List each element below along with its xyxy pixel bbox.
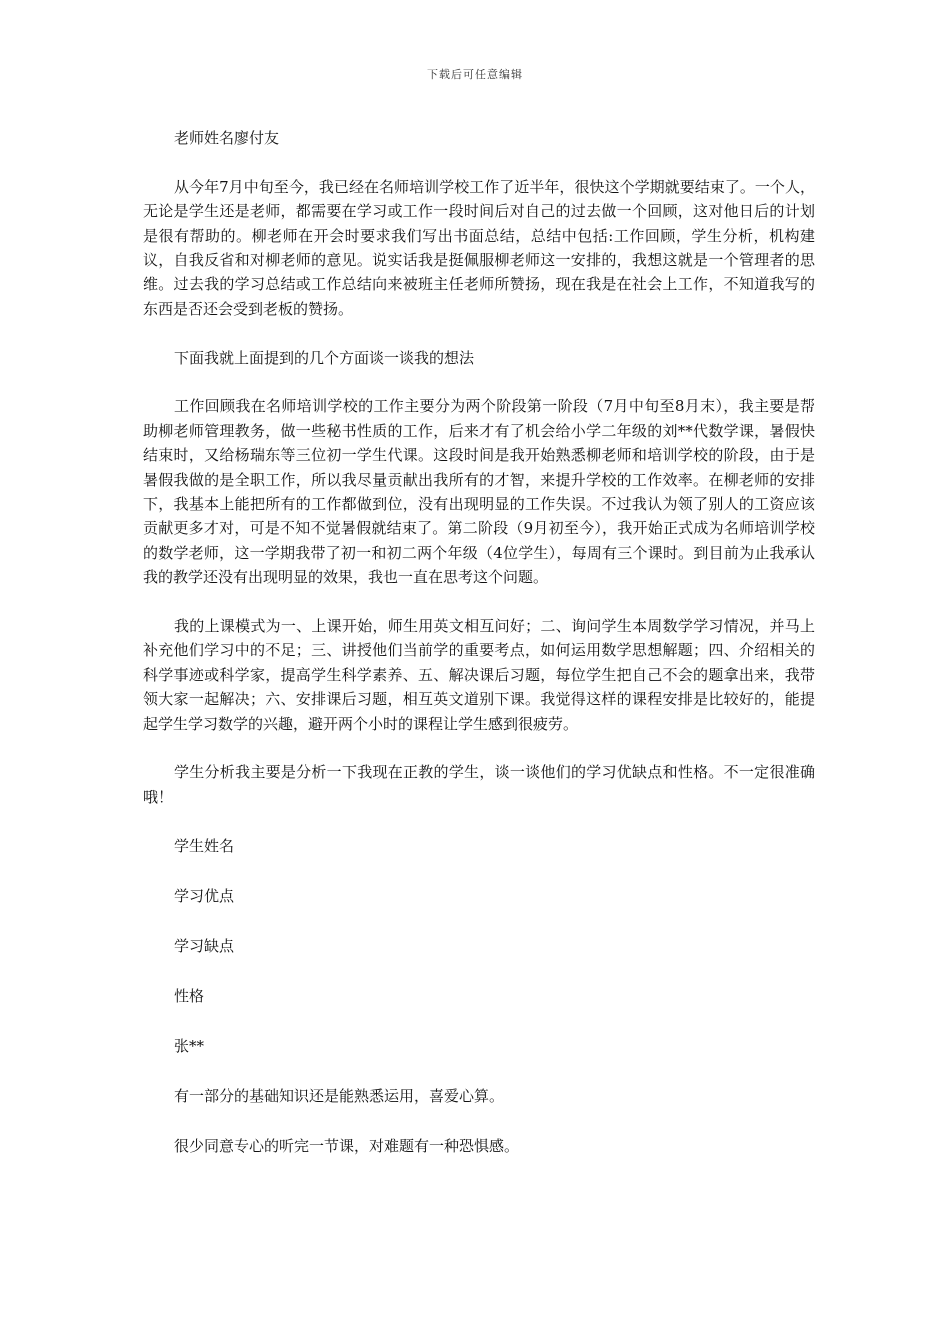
student-weakness-text: 很少同意专心的听完一节课，对难题有一种恐惧感。 [174,1136,520,1155]
label-weaknesses: 学习缺点 [174,936,235,955]
topics-intro-line: 下面我就上面提到的几个方面谈一谈我的想法 [174,348,475,367]
document-body [143,126,815,1158]
student-name-zhang: 张** [174,1036,205,1055]
student-analysis-paragraph: 学生分析我主要是分析一下我现在正教的学生，谈一谈他们的学习优缺点和性格。不一定很准确哦！ [143,763,815,806]
teacher-name-line: 老师姓名廖付友 [174,129,280,147]
work-review-paragraph: 工作回顾我在名师培训学校的工作主要分为两个阶段第一阶段（7月中旬至8月末），我主要是帮助柳老师管理教务，做一些秘书性质的工作，后来才有了机会给小学二年级的刘**代数学课，暑假快结束时，又给杨瑞东等三位初一学生代课。这段时间是我开始熟悉柳老师和培训学校的阶段，由于是暑假我做的是全职工作，所以我尽量贡献出我所有的才智，来提升学校的工作效率。在柳老师的安排下，我基本上能把所有的工作都做到位，没有出现明显的工作失误。不过我认为领了别人的工资应该贡献更多才对，可是不知不觉暑假就结束了。第二阶段（9月初至今），我开始正式成为名师培训学校的数学老师，这一学期我带了初一和初二两个年级（4位学生），每周有三个课时。到目前为止我承认我的教学还没有出现明显的效果，我也一直在思考这个问题。 [143,397,815,587]
student-strength-text: 有一部分的基础知识还是能熟悉运用，喜爱心算。 [174,1086,505,1105]
label-student-name: 学生姓名 [174,836,235,855]
intro-paragraph: 从今年7月中旬至今，我已经在名师培训学校工作了近半年，很快这个学期就要结束了。一个人，无论是学生还是老师，都需要在学习或工作一段时间后对自己的过去做一个回顾，这对他日后的计划是很有帮助的。柳老师在开会时要求我们写出书面总结，总结中包括:工作回顾，学生分析，机构建议，自我反省和对柳老师的意见。说实话我是挺佩服柳老师这一安排的，我想这就是一个管理者的思维。过去我的学习总结或工作总结向来被班主任老师所赞扬，现在我是在社会上工作，不知道我写的东西是否还会受到老板的赞扬。 [143,177,815,318]
class-mode-paragraph: 我的上课模式为一、上课开始，师生用英文相互问好；二、询问学生本周数学学习情况，并马上补充他们学习中的不足；三、讲授他们当前学的重要考点，如何运用数学思想解题；四、介绍相关的科学事迹或科学家，提高学生科学素养、五、解决课后习题，每位学生把自己不会的题拿出来，我带领大家一起解决；六、安排课后习题，相互英文道别下课。我觉得这样的课程安排是比较好的，能提起学生学习数学的兴趣，避开两个小时的课程让学生感到很疲劳。 [143,617,815,733]
label-personality: 性格 [174,986,205,1005]
header-note: 下载后可任意编辑 [427,68,523,81]
label-strengths: 学习优点 [174,886,235,905]
